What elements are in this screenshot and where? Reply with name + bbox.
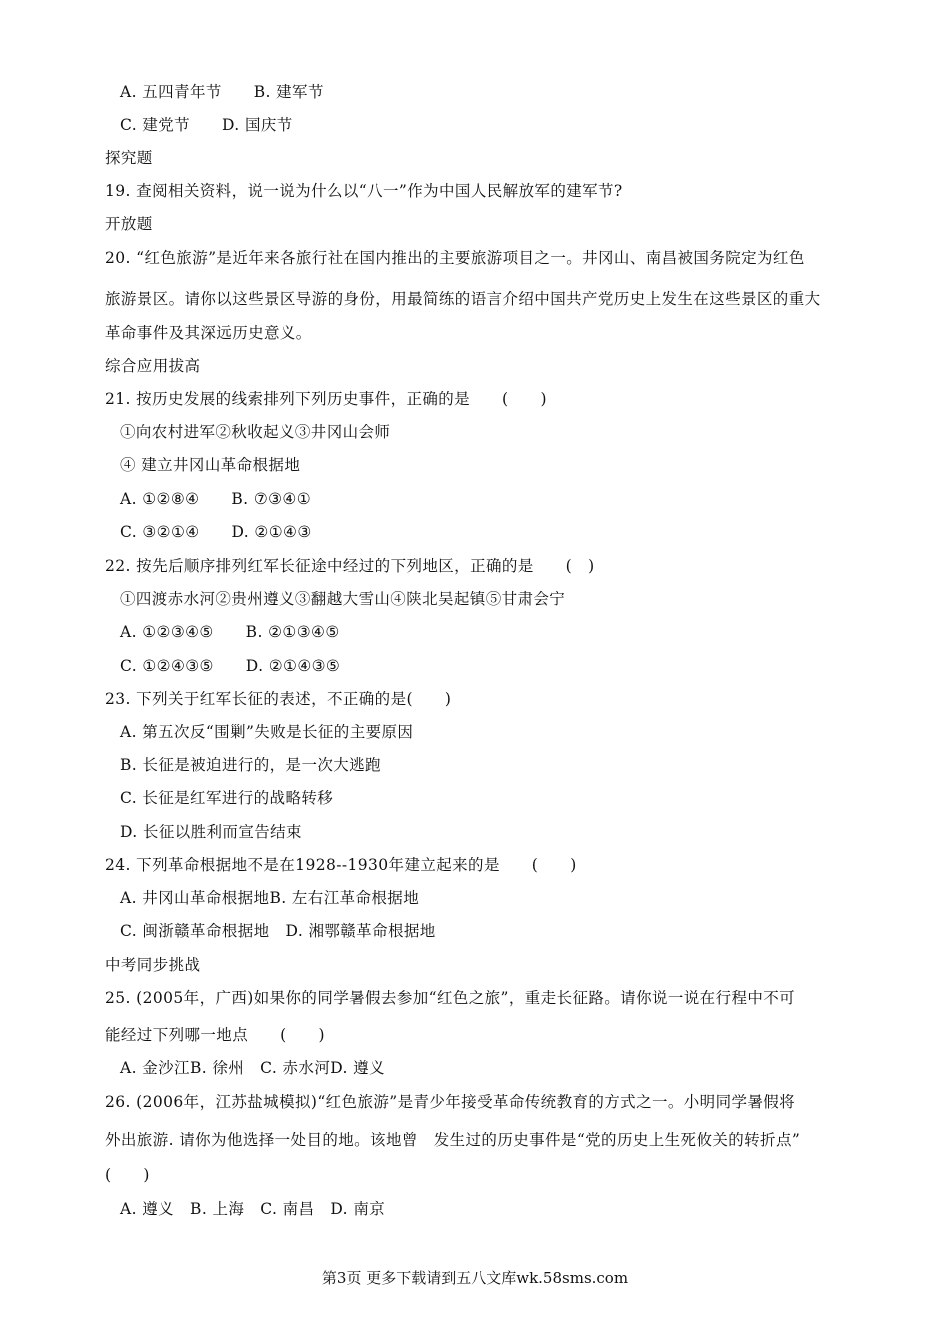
question-26-line-1: 26. (2006年，江苏盐城模拟)“红色旅游”是青少年接受革命传统教育的方式之一。小明同学暑假将 [105, 1093, 796, 1111]
q24-options-cd: C. 闽浙赣革命根据地 D. 湘鄂赣革命根据地 [120, 922, 436, 940]
q23-option-c: C. 长征是红军进行的战略转移 [120, 789, 334, 807]
q23-option-d: D. 长征以胜利而宣告结束 [120, 823, 302, 841]
q18-options-ab: A. 五四青年节 B. 建军节 [120, 83, 324, 101]
question-24: 24. 下列革命根据地不是在1928--1930年建立起来的是 ( ) [105, 856, 577, 874]
q22-options-cd: C. ①②④③⑤ D. ②①④③⑤ [120, 657, 341, 675]
q21-options-ab: A. ①②⑧④ B. ⑦③④① [120, 490, 312, 508]
question-22: 22. 按先后顺序排列红军长征途中经过的下列地区，正确的是 ( ) [105, 557, 595, 575]
q23-option-a: A. 第五次反“围剿”失败是长征的主要原因 [120, 723, 414, 741]
question-25-line-1: 25. (2005年，广西)如果你的同学暑假去参加“红色之旅”，重走长征路。请你说一说在行程中不可 [105, 989, 796, 1007]
section-heading: 中考同步挑战 [105, 956, 201, 974]
q21-items-line-1: ①向农村进军②秋收起义③井冈山会师 [120, 423, 391, 441]
q25-options: A. 金沙江B. 徐州 C. 赤水河D. 遵义 [120, 1059, 385, 1077]
question-20-line-2: 旅游景区。请你以这些景区导游的身份，用最简练的语言介绍中国共产党历史上发生在这些景区的重大 [105, 290, 821, 308]
q22-options-ab: A. ①②③④⑤ B. ②①③④⑤ [120, 623, 340, 641]
section-heading: 探究题 [105, 149, 153, 167]
q22-items: ①四渡赤水河②贵州遵义③翻越大雪山④陕北吴起镇⑤甘肃会宁 [120, 590, 566, 608]
question-20-line-3: 革命事件及其深远历史意义。 [105, 324, 312, 342]
question-20-line-1: 20. “红色旅游”是近年来各旅行社在国内推出的主要旅游项目之一。井冈山、南昌被国务院定为红色 [105, 249, 805, 267]
question-21: 21. 按历史发展的线索排列下列历史事件，正确的是 ( ) [105, 390, 547, 408]
question-26-bracket: ( ) [105, 1166, 150, 1184]
question-26-line-2: 外出旅游. 请你为他选择一处目的地。该地曾 发生过的历史事件是“党的历史上生死攸关的转折点” [105, 1131, 801, 1149]
question-25-line-2: 能经过下列哪一地点 ( ) [105, 1026, 325, 1044]
q24-options-ab: A. 井冈山革命根据地B. 左右江革命根据地 [120, 889, 420, 907]
section-heading: 开放题 [105, 215, 153, 233]
question-23: 23. 下列关于红军长征的表述，不正确的是( ) [105, 690, 452, 708]
q21-options-cd: C. ③②①④ D. ②①④③ [120, 523, 312, 541]
section-heading: 综合应用拔高 [105, 357, 201, 375]
question-19: 19. 查阅相关资料，说一说为什么以“八一”作为中国人民解放军的建军节? [105, 182, 623, 200]
page-footer: 第3页 更多下载请到五八文库wk.58sms.com [321, 1269, 629, 1287]
q21-items-line-2: ④ 建立井冈山革命根据地 [120, 456, 301, 474]
q18-options-cd: C. 建党节 D. 国庆节 [120, 116, 293, 134]
q26-options: A. 遵义 B. 上海 C. 南昌 D. 南京 [120, 1200, 386, 1218]
q23-option-b: B. 长征是被迫进行的，是一次大逃跑 [120, 756, 381, 774]
